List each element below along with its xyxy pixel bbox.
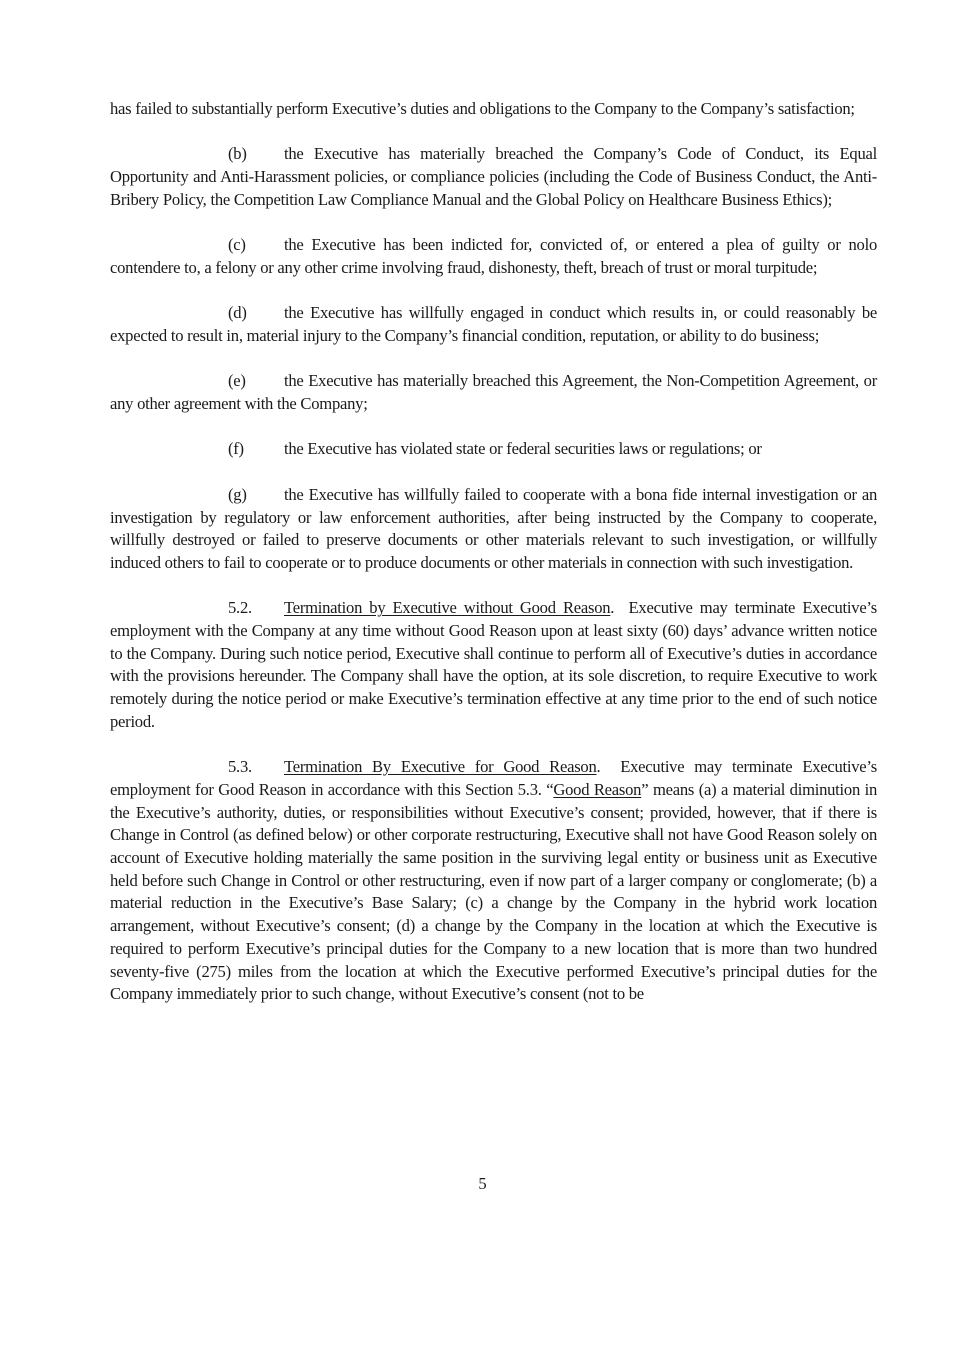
clause-text: the Executive has materially breached the Company’s Code of Conduct, its Equal Opportunity and Anti-Harassment policies, or compliance policies (including the Code of Business Conduct, the Anti-Bribery Policy, the Competition Law Compliance Manual and the Global Policy on Healthcare Business Ethics); [110,144,877,209]
clause-text: the Executive has willfully engaged in conduct which results in, or could reasonably be expected to result in, material injury to the Company’s financial condition, reputation, or ability to do business; [110,303,877,345]
section-heading: Termination By Executive for Good Reason [284,757,597,777]
section-text-before: Executive may terminate Executive’s employment for Good Reason in accordance with this Section 5.3. “ [110,757,877,799]
section-5-2 [110,597,877,733]
clause-c [110,234,877,279]
clause-g [110,484,877,575]
section-text-after: ” means (a) a material diminution in the Executive’s authority, duties, or responsibilities without Executive’s consent; provided, however, that if there is Change in Control (as defined below) or other corporate restructuring, Executive shall not have Good Reason solely on account of Executive holding materially the same position in the surviving legal entity or business unit as Executive held before such Change in Control or other restructuring, even if now part of a larger company or conglomerate; (b) a material reduction in the Executive’s Base Salary; (c) a change by the Company in the hybrid work location arrangement, without Executive’s consent; (d) a change by the Company in the location at which the Executive is required to perform Executive’s principal duties for the Company to a new location that is more than two hundred seventy-five (275) miles from the location at which the Executive performed Executive’s principal duties for the Company immediately prior to such change, without Executive’s consent (not to be [110,779,878,1004]
page-number: 5 [478,1174,487,1193]
heading-period: . [596,757,601,777]
clause-text: the Executive has willfully failed to cooperate with a bona fide internal investigation or an investigation by regulatory or law enforcement authorities, after being instructed by the Company to cooperate, willfully destroyed or failed to preserve documents or other materials relevant to such investigation, or willfully induced others to fail to cooperate or to produce documents or other materials in connection with such investigation. [110,484,877,572]
clause-marker: (g) [228,484,247,504]
defined-term-good-reason: Good Reason [553,779,642,799]
document-page [110,98,877,1029]
clause-marker: (b) [228,144,247,164]
clause-text: the Executive has materially breached this Agreement, the Non-Competition Agreement, or any other agreement with the Company; [110,371,877,414]
clause-b [110,143,877,211]
paragraph-text: has failed to substantially perform Executive’s duties and obligations to the Company to the Company’s satisfaction; [110,99,855,118]
clause-e [110,370,877,415]
clause-marker: (c) [228,235,246,255]
section-5-3 [110,756,877,1006]
clause-f [110,438,877,461]
section-number: 5.2. [228,598,252,618]
clause-text: the Executive has been indicted for, convicted of, or entered a plea of guilty or nolo contendere to, a felony or any other crime involving fraud, dishonesty, theft, breach of trust or moral turpitude; [110,235,877,277]
clause-marker: (d) [228,303,247,323]
heading-period: . [610,598,615,618]
paragraph-continuation [110,98,877,121]
clause-marker: (e) [228,371,246,391]
clause-text: the Executive has violated state or federal securities laws or regulations; or [284,439,762,459]
section-heading: Termination by Executive without Good Reason [284,598,611,618]
section-number: 5.3. [228,757,252,777]
clause-marker: (f) [228,439,244,459]
section-text: Executive may terminate Executive’s employment with the Company at any time without Good Reason upon at least sixty (60) days’ advance written notice to the Company. During such notice period, Executive shall continue to perform all of Executive’s duties in accordance with the provisions hereunder. The Company shall have the option, at its sole discretion, to require Executive to work remotely during the notice period or make Executive’s termination effective at any time prior to the end of such notice period. [110,598,877,731]
clause-d [110,302,877,347]
